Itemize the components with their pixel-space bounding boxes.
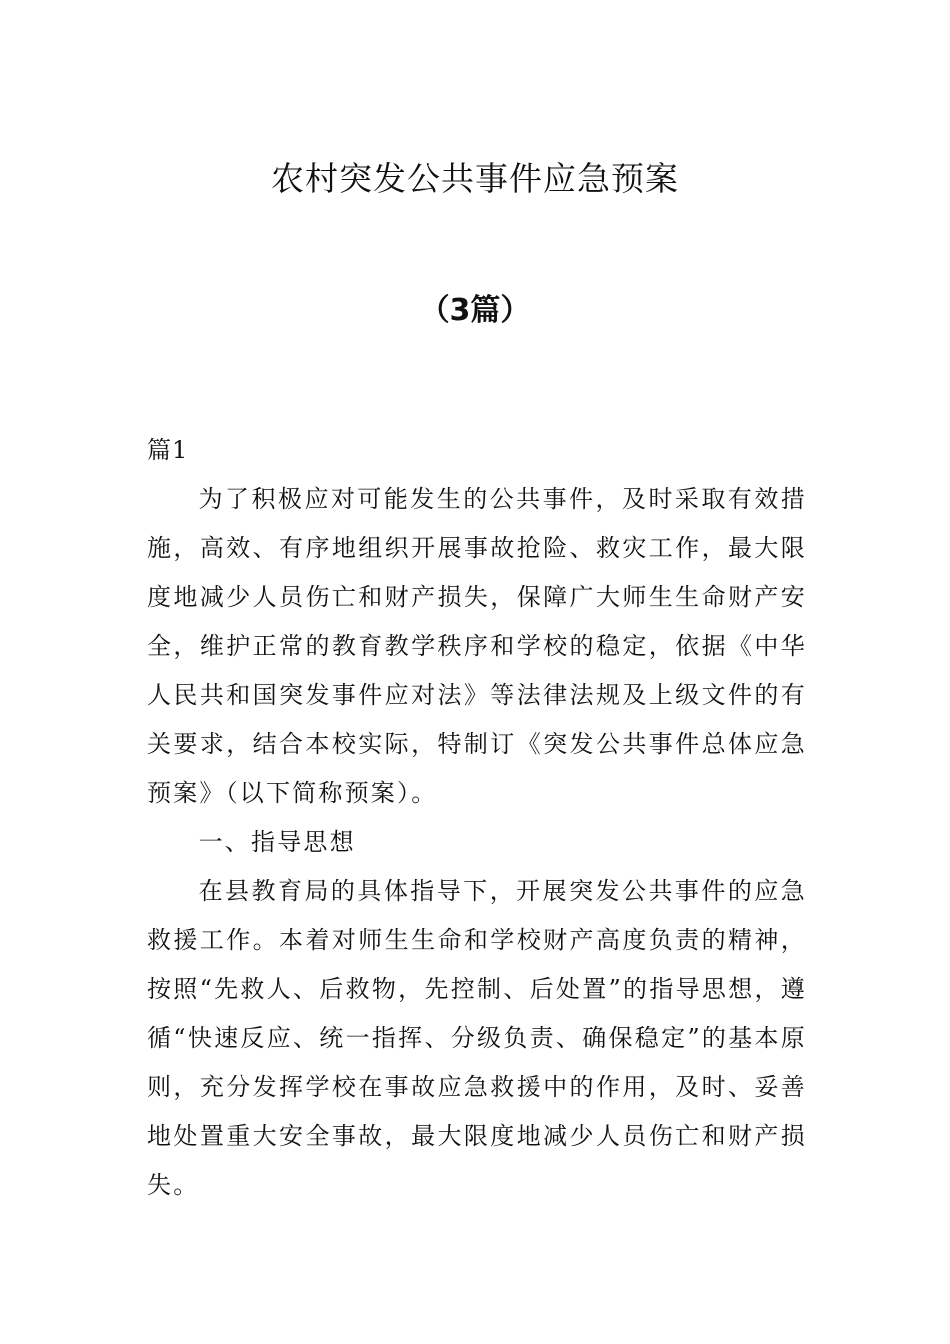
section-label: 篇1 xyxy=(147,436,189,464)
paragraph-guiding-ideology: 在县教育局的具体指导下，开展突发公共事件的应急救援工作。本着对师生生命和学校财产高度负责的精神，按照“先救人、后救物，先控制、后处置”的指导思想，遵循“快速反应、统一指挥、分级负责、确保稳定”的基本原则，充分发挥学校在事故应急救援中的作用，及时、妥善地处置重大安全事故，最大限度地减少人员伤亡和财产损失。 xyxy=(147,877,807,1199)
section-heading-guiding-ideology: 一、指导思想 xyxy=(198,828,356,856)
document-title: 农村突发公共事件应急预案 xyxy=(271,159,679,198)
paragraph-intro: 为了积极应对可能发生的公共事件，及时采取有效措施，高效、有序地组织开展事故抢险、救灾工作，最大限度地减少人员伤亡和财产损失，保障广大师生生命财产安全，维护正常的教育教学秩序和学校的稳定，依据《中华人民共和国突发事件应对法》等法律法规及上级文件的有关要求，结合本校实际，特制订《突发公共事件总体应急预案》（以下简称预案）。 xyxy=(147,485,807,807)
document-body xyxy=(147,426,807,1210)
document-subtitle: （3篇） xyxy=(419,293,531,328)
